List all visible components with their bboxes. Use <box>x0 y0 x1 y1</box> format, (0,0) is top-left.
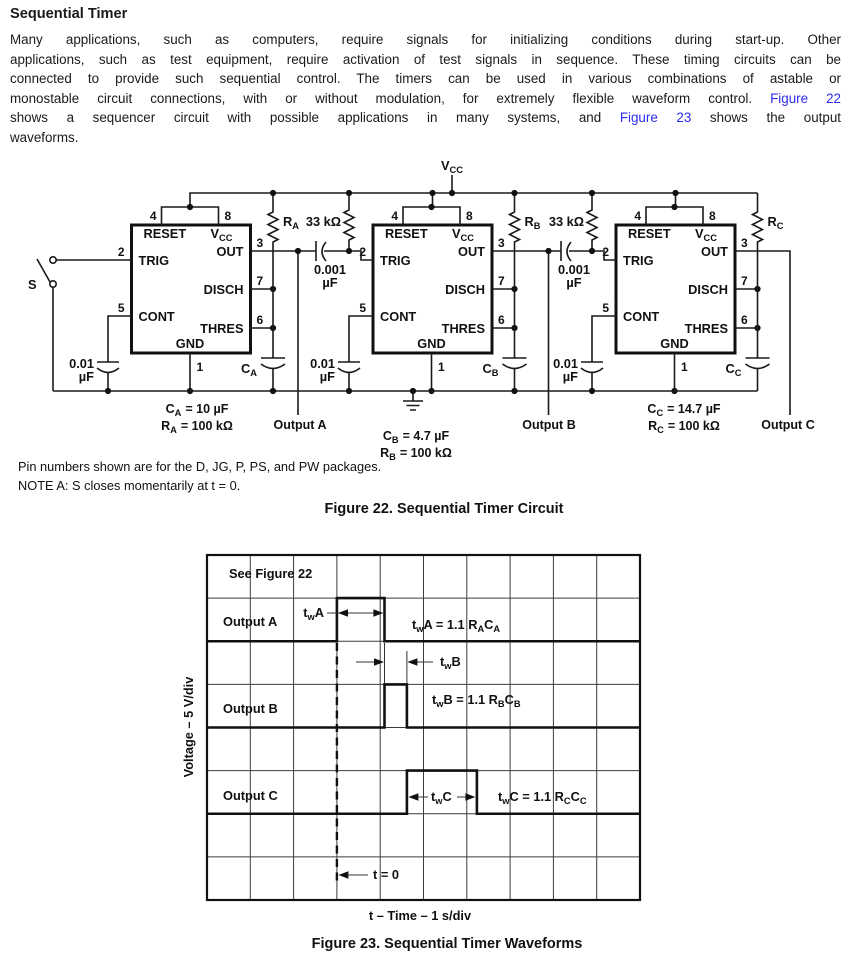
note-packages: Pin numbers shown are for the D, JG, P, PS, and PW packages. <box>18 459 382 474</box>
capacitor-cc <box>726 358 770 391</box>
resistor-rc <box>753 193 784 358</box>
intro-paragraph <box>10 30 841 148</box>
twb-dim-label: $t_wB$ <box>440 654 461 671</box>
switch-s[interactable] <box>28 257 56 292</box>
output-c-label: Output C <box>761 418 815 432</box>
c001-unit: µF <box>566 275 582 290</box>
cont-wire <box>592 316 616 362</box>
switch-lever <box>37 259 50 282</box>
c01-unit: µF <box>562 369 578 384</box>
c01-value: 0.01 <box>553 356 578 371</box>
c01-value: 0.01 <box>69 356 94 371</box>
rb-value: $R_B = 100$ kΩ <box>380 446 452 462</box>
c001-unit: µF <box>322 275 338 290</box>
ra-value: $R_A = 100$ kΩ <box>161 419 233 435</box>
ca-label: $C_A$ <box>241 361 257 378</box>
cb-label: $C_B$ <box>482 361 499 378</box>
cc-label: $C_C$ <box>725 361 742 378</box>
cap-plate-curved <box>581 368 603 373</box>
paragraph-line <box>10 89 841 109</box>
c001-value: 0.001 <box>313 262 347 277</box>
cont-cap-3 <box>553 316 616 391</box>
switch-label: S <box>28 277 37 292</box>
arrow-left-icon <box>408 793 418 801</box>
switch-contact-bottom <box>50 281 56 287</box>
paragraph-line <box>10 30 841 50</box>
resistor-zigzag <box>587 193 597 251</box>
waveform-label-output-c: Output C <box>223 788 278 803</box>
figures-svg <box>0 150 850 968</box>
cc-value: $C_C = 14.7$ µF <box>647 402 721 418</box>
resistor-33k-2 <box>549 193 597 251</box>
note-a: NOTE A: S closes momentarily at t = 0. <box>18 478 241 493</box>
figure-22-link[interactable]: Figure 22 <box>770 90 841 106</box>
figure-22-circuit <box>18 158 815 517</box>
waveform-label-output-b: Output B <box>223 701 278 716</box>
line-text: shows the output <box>691 110 841 126</box>
arrow-right-icon <box>465 793 475 801</box>
c01-unit: µF <box>78 369 94 384</box>
cap-plate-curved <box>261 364 285 369</box>
ca-value: $C_A = 10$ µF <box>165 402 229 418</box>
t0-label: t = 0 <box>373 867 399 882</box>
r33-label: 33 kΩ <box>305 214 341 229</box>
ra-label: $R_A$ <box>283 214 299 231</box>
twa-formula: $t_wA = 1.1$ $R_AC_A$ <box>412 617 501 634</box>
y-axis-label: Voltage – 5 V/div <box>181 676 196 778</box>
cont-wire <box>108 316 132 362</box>
r33-label: 33 kΩ <box>548 214 584 229</box>
paragraph-line <box>10 128 841 148</box>
line-text: Many applications, such as computers, require signals for initializing conditions during start-up. Other <box>10 32 841 47</box>
cont-cap-2 <box>310 316 373 391</box>
cont-cap-1 <box>69 316 131 391</box>
resistor-33k-1 <box>306 193 354 251</box>
resistor-zigzag <box>344 193 354 251</box>
c01-unit: µF <box>319 369 335 384</box>
paragraph-line <box>10 69 841 89</box>
twa-dim-label: $t_wA$ <box>303 605 324 622</box>
paragraph-line <box>10 108 841 128</box>
figure-22-caption: Figure 22. Sequential Timer Circuit <box>324 501 564 517</box>
figure-23-waveforms <box>181 555 640 952</box>
output-a-label: Output A <box>273 418 327 432</box>
cap-plate-curved <box>97 368 119 373</box>
arrow-left-icon <box>338 871 348 879</box>
page-title: Sequential Timer <box>10 6 128 22</box>
timer-chip-3 <box>602 204 760 394</box>
arrow-left-icon <box>338 609 348 617</box>
capacitor-ca <box>241 358 285 391</box>
rb-label: $R_B$ <box>524 214 541 231</box>
ground-bars <box>403 401 423 410</box>
resistor-ra <box>268 193 299 358</box>
arrow-right-icon <box>374 658 384 666</box>
resistor-zigzag <box>510 193 520 358</box>
vcc-supply-label: $V_{CC}$ <box>441 158 463 175</box>
c01-value: 0.01 <box>310 356 335 371</box>
line-text: connected to provide such sequential control. The timers can be used in various combinations of astable or <box>10 71 841 87</box>
capacitor-cb <box>483 358 527 391</box>
line-text: waveforms. <box>10 129 79 145</box>
see-figure-22-note: See Figure 22 <box>229 566 313 581</box>
arrow-left-icon <box>407 658 417 666</box>
resistor-zigzag <box>753 193 763 358</box>
paragraph-line <box>10 50 841 70</box>
cap-plate-curved <box>746 364 770 369</box>
twc-dim-label: $t_wC$ <box>431 789 452 806</box>
twb-formula: $t_wB = 1.1$ $R_BC_B$ <box>432 692 521 709</box>
timer-chip-2 <box>359 204 517 394</box>
dimension-twa <box>303 605 383 622</box>
resistor-zigzag <box>268 193 278 358</box>
dimension-extension-lines <box>385 643 407 683</box>
line-text: monostable circuit connections, with or without modulation, for extremely flexible waveform control. <box>10 90 771 106</box>
c001-value: 0.001 <box>557 262 591 277</box>
figure-23-caption: Figure 23. Sequential Timer Waveforms <box>311 936 583 952</box>
rc-value: $R_C = 100$ kΩ <box>648 419 720 435</box>
rc-label: $R_C$ <box>767 214 784 231</box>
waveform-label-output-a: Output A <box>223 614 278 629</box>
t0-marker <box>338 867 399 882</box>
arrow-right-icon <box>373 609 383 617</box>
coupling-cap-2 <box>558 241 590 290</box>
switch-contact-top <box>50 257 56 263</box>
dimension-twb <box>356 654 461 671</box>
x-axis-label: t – Time – 1 s/div <box>368 908 472 923</box>
cap-plate-curved <box>338 368 360 373</box>
twc-formula: $t_wC = 1.1$ $R_CC_C$ <box>498 789 587 806</box>
resistor-rb <box>510 193 541 358</box>
coupling-cap-1 <box>314 241 346 290</box>
cb-value: $C_B = 4.7$ µF <box>382 429 450 445</box>
timer-chip-1 <box>118 204 276 394</box>
output-b-label: Output B <box>522 418 576 432</box>
line-text: applications, such as test equipment, require activation of test signals in sequence. These timing circuits can be <box>10 51 841 67</box>
cap-plate-curved <box>503 364 527 369</box>
cont-wire <box>349 316 373 362</box>
dimension-twc <box>408 789 475 806</box>
figure-23-link[interactable]: Figure 23 <box>619 110 692 126</box>
line-text: shows a sequencer circuit with possible applications in many systems, and <box>10 110 620 126</box>
